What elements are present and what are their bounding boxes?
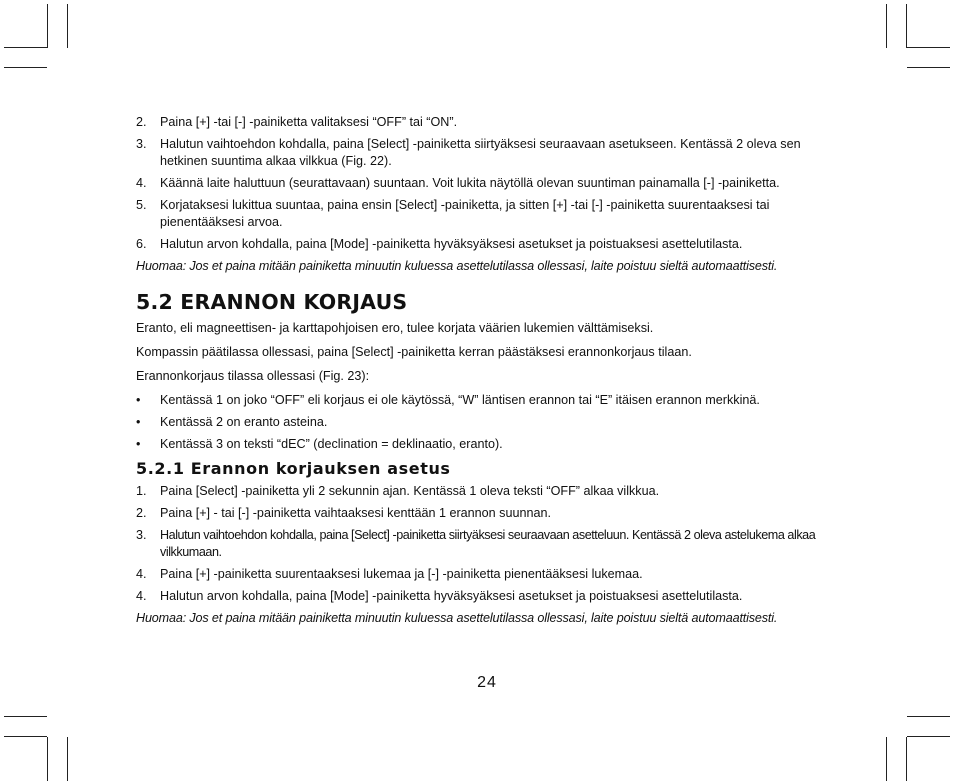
list-item-text: Paina [+] -painiketta suurentaaksesi lukemaa ja [-] -painiketta pienentääksesi lukemaa. bbox=[160, 567, 643, 581]
crop-mark-top-right-outer bbox=[906, 4, 907, 48]
list-item bbox=[136, 175, 832, 192]
bullet-item bbox=[136, 392, 832, 409]
bullet-text: Kentässä 3 on teksti “dEC” (declination = deklinaatio, eranto). bbox=[160, 437, 503, 451]
crop-mark-bottom-right-inner bbox=[886, 737, 887, 781]
list-item-number: 2. bbox=[136, 115, 147, 129]
list-item-text: Halutun vaihtoehdon kohdalla, paina [Select] -painiketta siirtyäksesi seuraavaan asetukseen. Kentässä 2 oleva sen hetkinen suuntima alkaa vilkkua (Fig. 22). bbox=[160, 137, 801, 168]
crop-mark-bottom-right-long bbox=[907, 736, 950, 737]
subsection-heading: 5.2.1 Erannon korjauksen asetus bbox=[136, 459, 451, 478]
list-item-text: Korjataksesi lukittua suuntaa, paina ensin [Select] -painiketta, ja sitten [+] -tai [-] -painiketta suurentaaksesi tai pienentääksesi arvoa. bbox=[160, 198, 770, 229]
bullet-text: Kentässä 1 on joko “OFF” eli korjaus ei ole käytössä, “W” läntisen erannon tai “E” itäisen erannon merkkinä. bbox=[160, 393, 760, 407]
list-item bbox=[136, 505, 832, 522]
crop-mark-top-left-outer bbox=[67, 4, 68, 48]
list-item bbox=[136, 197, 832, 231]
bullet-item bbox=[136, 436, 832, 453]
crop-mark-bottom-left-outer bbox=[67, 737, 68, 781]
paragraph: Kompassin päätilassa ollessasi, paina [Select] -painiketta kerran päästäksesi erannonkorjaus tilaan. bbox=[136, 345, 692, 359]
section-heading: 5.2 ERANNON KORJAUS bbox=[136, 290, 408, 314]
steps-list-continued bbox=[136, 114, 832, 253]
list-item bbox=[136, 114, 832, 131]
crop-mark-bottom-left-long bbox=[4, 736, 47, 737]
page-content bbox=[136, 114, 832, 632]
crop-mark-top-left-inner bbox=[47, 4, 48, 48]
list-item-number: 6. bbox=[136, 237, 147, 251]
note-text: Huomaa: Jos et paina mitään painiketta minuutin kuluessa asettelutilassa ollessasi, laite poistuu sieltä automaattisesti. bbox=[136, 259, 778, 273]
paragraph: Erannonkorjaus tilassa ollessasi (Fig. 23): bbox=[136, 369, 370, 383]
crop-mark-top-left-short bbox=[4, 47, 47, 48]
note-text: Huomaa: Jos et paina mitään painiketta minuutin kuluessa asettelutilassa ollessasi, laite poistuu sieltä automaattisesti. bbox=[136, 611, 778, 625]
list-item-number: 4. bbox=[136, 589, 147, 603]
steps-list bbox=[136, 483, 832, 605]
crop-mark-bottom-left-inner bbox=[47, 737, 48, 781]
crop-mark-bottom-right-short bbox=[907, 716, 950, 717]
list-item-text: Paina [Select] -painiketta yli 2 sekunnin ajan. Kentässä 1 oleva teksti “OFF” alkaa vilkkua. bbox=[160, 484, 660, 498]
list-item-text: Halutun vaihtoehdon kohdalla, paina [Select] -painiketta siirtyäksesi seuraavaan asetteluun. Kentässä 2 oleva astelukema alkaa vilkkumaan. bbox=[160, 528, 816, 559]
bullet-item bbox=[136, 414, 832, 431]
list-item bbox=[136, 236, 832, 253]
list-item bbox=[136, 483, 832, 500]
list-item-number: 1. bbox=[136, 484, 147, 498]
crop-mark-bottom-left-short bbox=[4, 716, 47, 717]
list-item-text: Käännä laite haluttuun (seurattavaan) suuntaan. Voit lukita näytöllä olevan suuntiman painamalla [-] -painiketta. bbox=[160, 176, 780, 190]
paragraph: Eranto, eli magneettisen- ja karttapohjoisen ero, tulee korjata väärien lukemien välttämiseksi. bbox=[136, 321, 654, 335]
list-item-number: 4. bbox=[136, 176, 147, 190]
crop-mark-top-right-short bbox=[907, 47, 950, 48]
list-item-number: 2. bbox=[136, 506, 147, 520]
bullet-list bbox=[136, 392, 832, 453]
list-item bbox=[136, 566, 832, 583]
bullet-marker: • bbox=[136, 415, 141, 429]
list-item bbox=[136, 527, 832, 561]
bullet-marker: • bbox=[136, 393, 141, 407]
list-item-number: 5. bbox=[136, 198, 147, 212]
bullet-text: Kentässä 2 on eranto asteina. bbox=[160, 415, 328, 429]
list-item-text: Halutun arvon kohdalla, paina [Mode] -painiketta hyväksyäksesi asetukset ja poistuaksesi asettelutilasta. bbox=[160, 589, 743, 603]
list-item-number: 4. bbox=[136, 567, 147, 581]
page-number: 24 bbox=[477, 674, 497, 691]
list-item-text: Halutun arvon kohdalla, paina [Mode] -painiketta hyväksyäksesi asetukset ja poistuaksesi asettelutilasta. bbox=[160, 237, 743, 251]
list-item-number: 3. bbox=[136, 137, 147, 151]
bullet-marker: • bbox=[136, 437, 141, 451]
list-item-text: Paina [+] -tai [-] -painiketta valitaksesi “OFF” tai “ON”. bbox=[160, 115, 458, 129]
crop-mark-bottom-right-outer bbox=[906, 737, 907, 781]
crop-mark-top-left-long bbox=[4, 67, 47, 68]
list-item-text: Paina [+] - tai [-] -painiketta vaihtaaksesi kenttään 1 erannon suunnan. bbox=[160, 506, 552, 520]
list-item bbox=[136, 588, 832, 605]
list-item bbox=[136, 136, 832, 170]
list-item-number: 3. bbox=[136, 528, 147, 542]
crop-mark-top-right-inner bbox=[886, 4, 887, 48]
crop-mark-top-right-long bbox=[907, 67, 950, 68]
